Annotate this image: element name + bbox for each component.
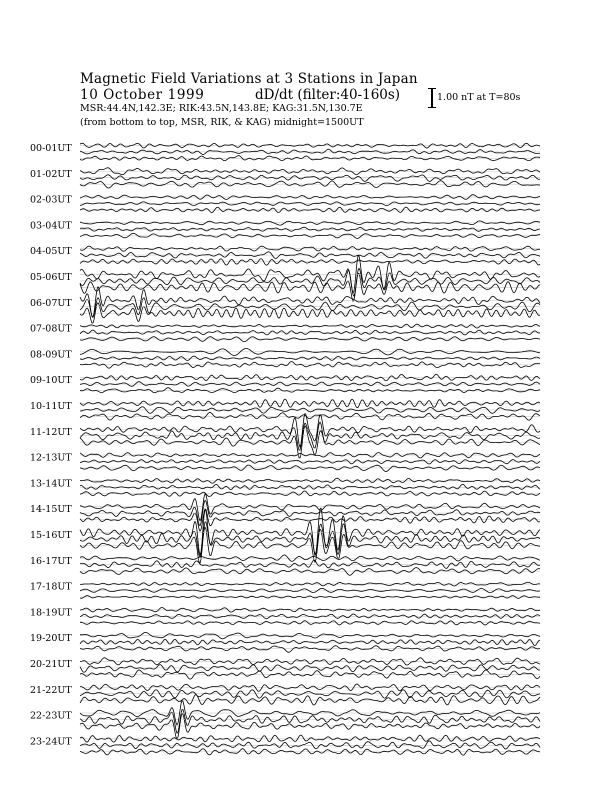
hour-label: 11-12UT	[30, 426, 72, 438]
hour-label: 00-01UT	[30, 143, 72, 154]
hour-label: 04-05UT	[30, 246, 72, 258]
trace-rik	[80, 484, 540, 489]
hour-label: 18-19UT	[30, 607, 72, 619]
date-text: 10 October 1999	[80, 87, 205, 103]
station-order-note: (from bottom to top, MSR, RIK, & KAG) midnight=1500UT	[80, 117, 364, 128]
trace-kag	[80, 684, 540, 691]
trace-kag	[80, 494, 540, 521]
trace-msr	[80, 156, 540, 161]
hour-label: 20-21UT	[30, 659, 72, 670]
trace-rik	[80, 741, 540, 749]
hour-label: 12-13UT	[30, 452, 72, 464]
trace-kag	[80, 608, 540, 613]
hour-label: 08-09UT	[30, 349, 72, 361]
hour-label: 19-20UT	[30, 633, 72, 645]
hour-label: 17-18UT	[30, 581, 72, 593]
trace-msr	[80, 646, 540, 653]
trace-rik	[80, 175, 540, 182]
trace-rik	[80, 560, 540, 568]
scale-label: 1.00 nT at T=80s	[437, 92, 521, 103]
hour-label: 06-07UT	[30, 297, 72, 309]
hour-label: 16-17UT	[30, 555, 72, 567]
page-title: Magnetic Field Variations at 3 Stations in Japan	[80, 71, 418, 87]
hour-label: 14-15UT	[30, 504, 72, 516]
trace-msr	[80, 509, 540, 531]
hour-label: 03-04UT	[30, 220, 72, 232]
hour-label: 21-22UT	[30, 684, 72, 696]
hour-label: 02-03UT	[30, 194, 72, 206]
hour-label: 01-02UT	[30, 168, 72, 180]
hour-label: 10-11UT	[30, 401, 72, 412]
hour-label: 09-10UT	[30, 375, 72, 387]
quantity-text: dD/dt (filter:40-160s)	[255, 87, 401, 103]
hour-label: 15-16UT	[30, 530, 72, 541]
trace-rik	[80, 639, 540, 645]
trace-msr	[80, 465, 540, 471]
hour-label: 23-24UT	[30, 736, 72, 748]
trace-rik	[80, 665, 540, 673]
hour-label: 13-14UT	[30, 478, 72, 490]
trace-msr	[80, 259, 540, 265]
station-coordinates: MSR:44.4N,142.3E; RIK:43.5N,143.8E; KAG:31.5N,130.7E	[80, 103, 363, 114]
hour-label: 07-08UT	[30, 323, 72, 335]
trace-msr	[80, 388, 540, 393]
hour-label: 22-23UT	[30, 710, 72, 722]
hour-label: 05-06UT	[30, 272, 72, 283]
trace-kag	[80, 508, 540, 556]
